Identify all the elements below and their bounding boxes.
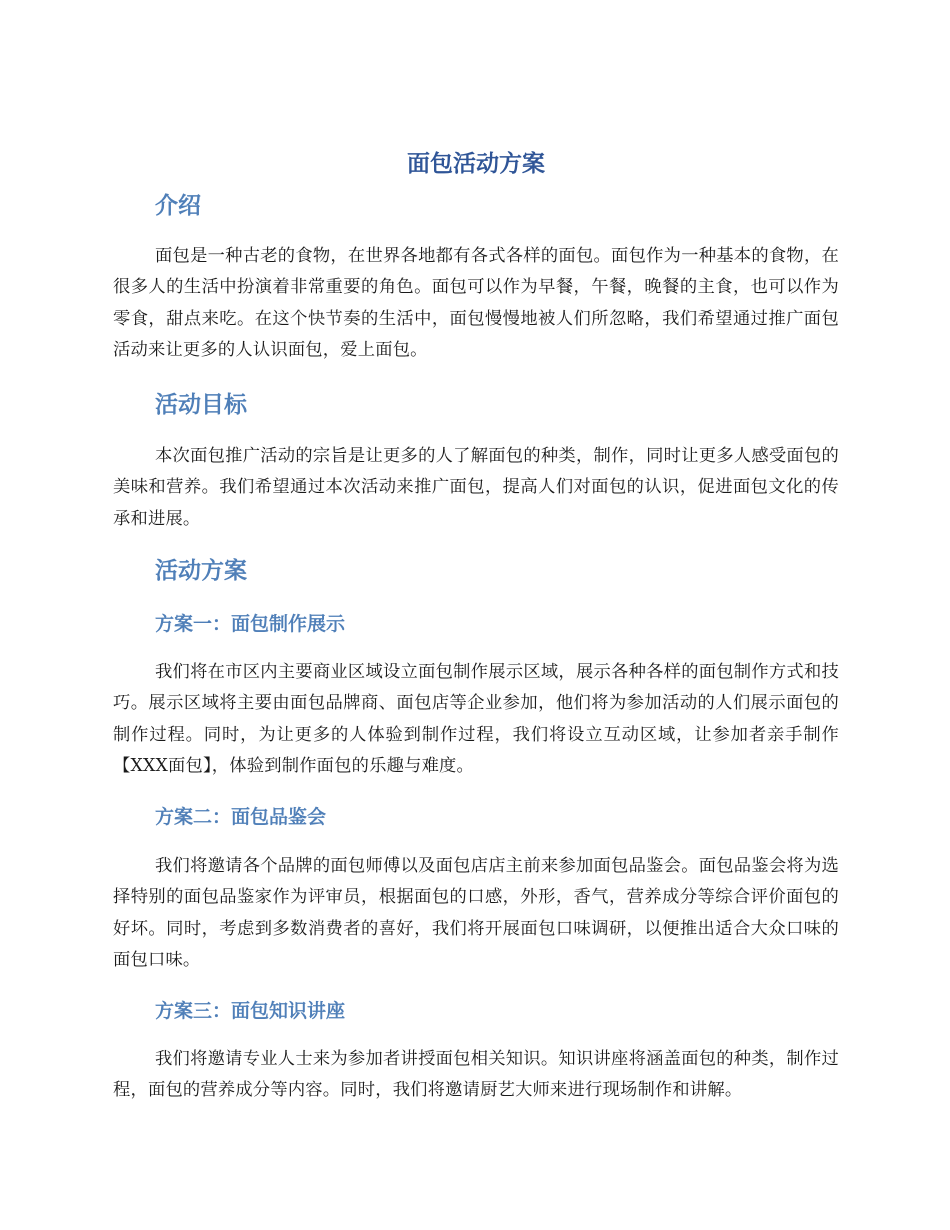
document-title: 面包活动方案 bbox=[407, 151, 545, 177]
subsection-paragraph-plan-3: 我们将邀请专业人士来为参加者讲授面包相关知识。知识讲座将涵盖面包的种类，制作过程，面包的营养成分等内容。同时，我们将邀请厨艺大师来进行现场制作和讲解。 bbox=[113, 1049, 839, 1101]
subsection-heading-plan-1: 方案一：面包制作展示 bbox=[155, 613, 346, 635]
section-paragraph-goals: 本次面包推广活动的宗旨是让更多的人了解面包的种类，制作，同时让更多人感受面包的美味和营养。我们希望通过本次活动来推广面包，提高人们对面包的认识，促进面包文化的传承和进展。 bbox=[113, 446, 839, 529]
section-heading-plans: 活动方案 bbox=[155, 558, 247, 584]
section-paragraph-introduction: 面包是一种古老的食物，在世界各地都有各式各样的面包。面包作为一种基本的食物，在很多人的生活中扮演着非常重要的角色。面包可以作为早餐，午餐，晚餐的主食，也可以作为零食，甜点来吃。在这个快节奏的生活中，面包慢慢地被人们所忽略，我们希望通过推广面包活动来让更多的人认识面包，爱上面包。 bbox=[113, 246, 839, 360]
subsection-paragraph-plan-1: 我们将在市区内主要商业区域设立面包制作展示区域，展示各种各样的面包制作方式和技巧。展示区域将主要由面包品牌商、面包店等企业参加，他们将为参加活动的人们展示面包的制作过程。同时，为让更多的人体验到制作过程，我们将设立互动区域，让参加者亲手制作【XXX面包】，体验到制作面包的乐趣与难度。 bbox=[113, 662, 839, 776]
subsection-heading-plan-2: 方案二：面包品鉴会 bbox=[155, 806, 327, 828]
section-heading-goals: 活动目标 bbox=[155, 392, 247, 418]
section-heading-introduction: 介绍 bbox=[155, 193, 201, 219]
subsection-paragraph-plan-2: 我们将邀请各个品牌的面包师傅以及面包店店主前来参加面包品鉴会。面包品鉴会将为选择特别的面包品鉴家作为评审员，根据面包的口感，外形，香气，营养成分等综合评价面包的好坏。同时，考虑到多数消费者的喜好，我们将开展面包口味调研，以便推出适合大众口味的面包口味。 bbox=[113, 856, 839, 970]
subsection-heading-plan-3: 方案三：面包知识讲座 bbox=[155, 1000, 346, 1022]
